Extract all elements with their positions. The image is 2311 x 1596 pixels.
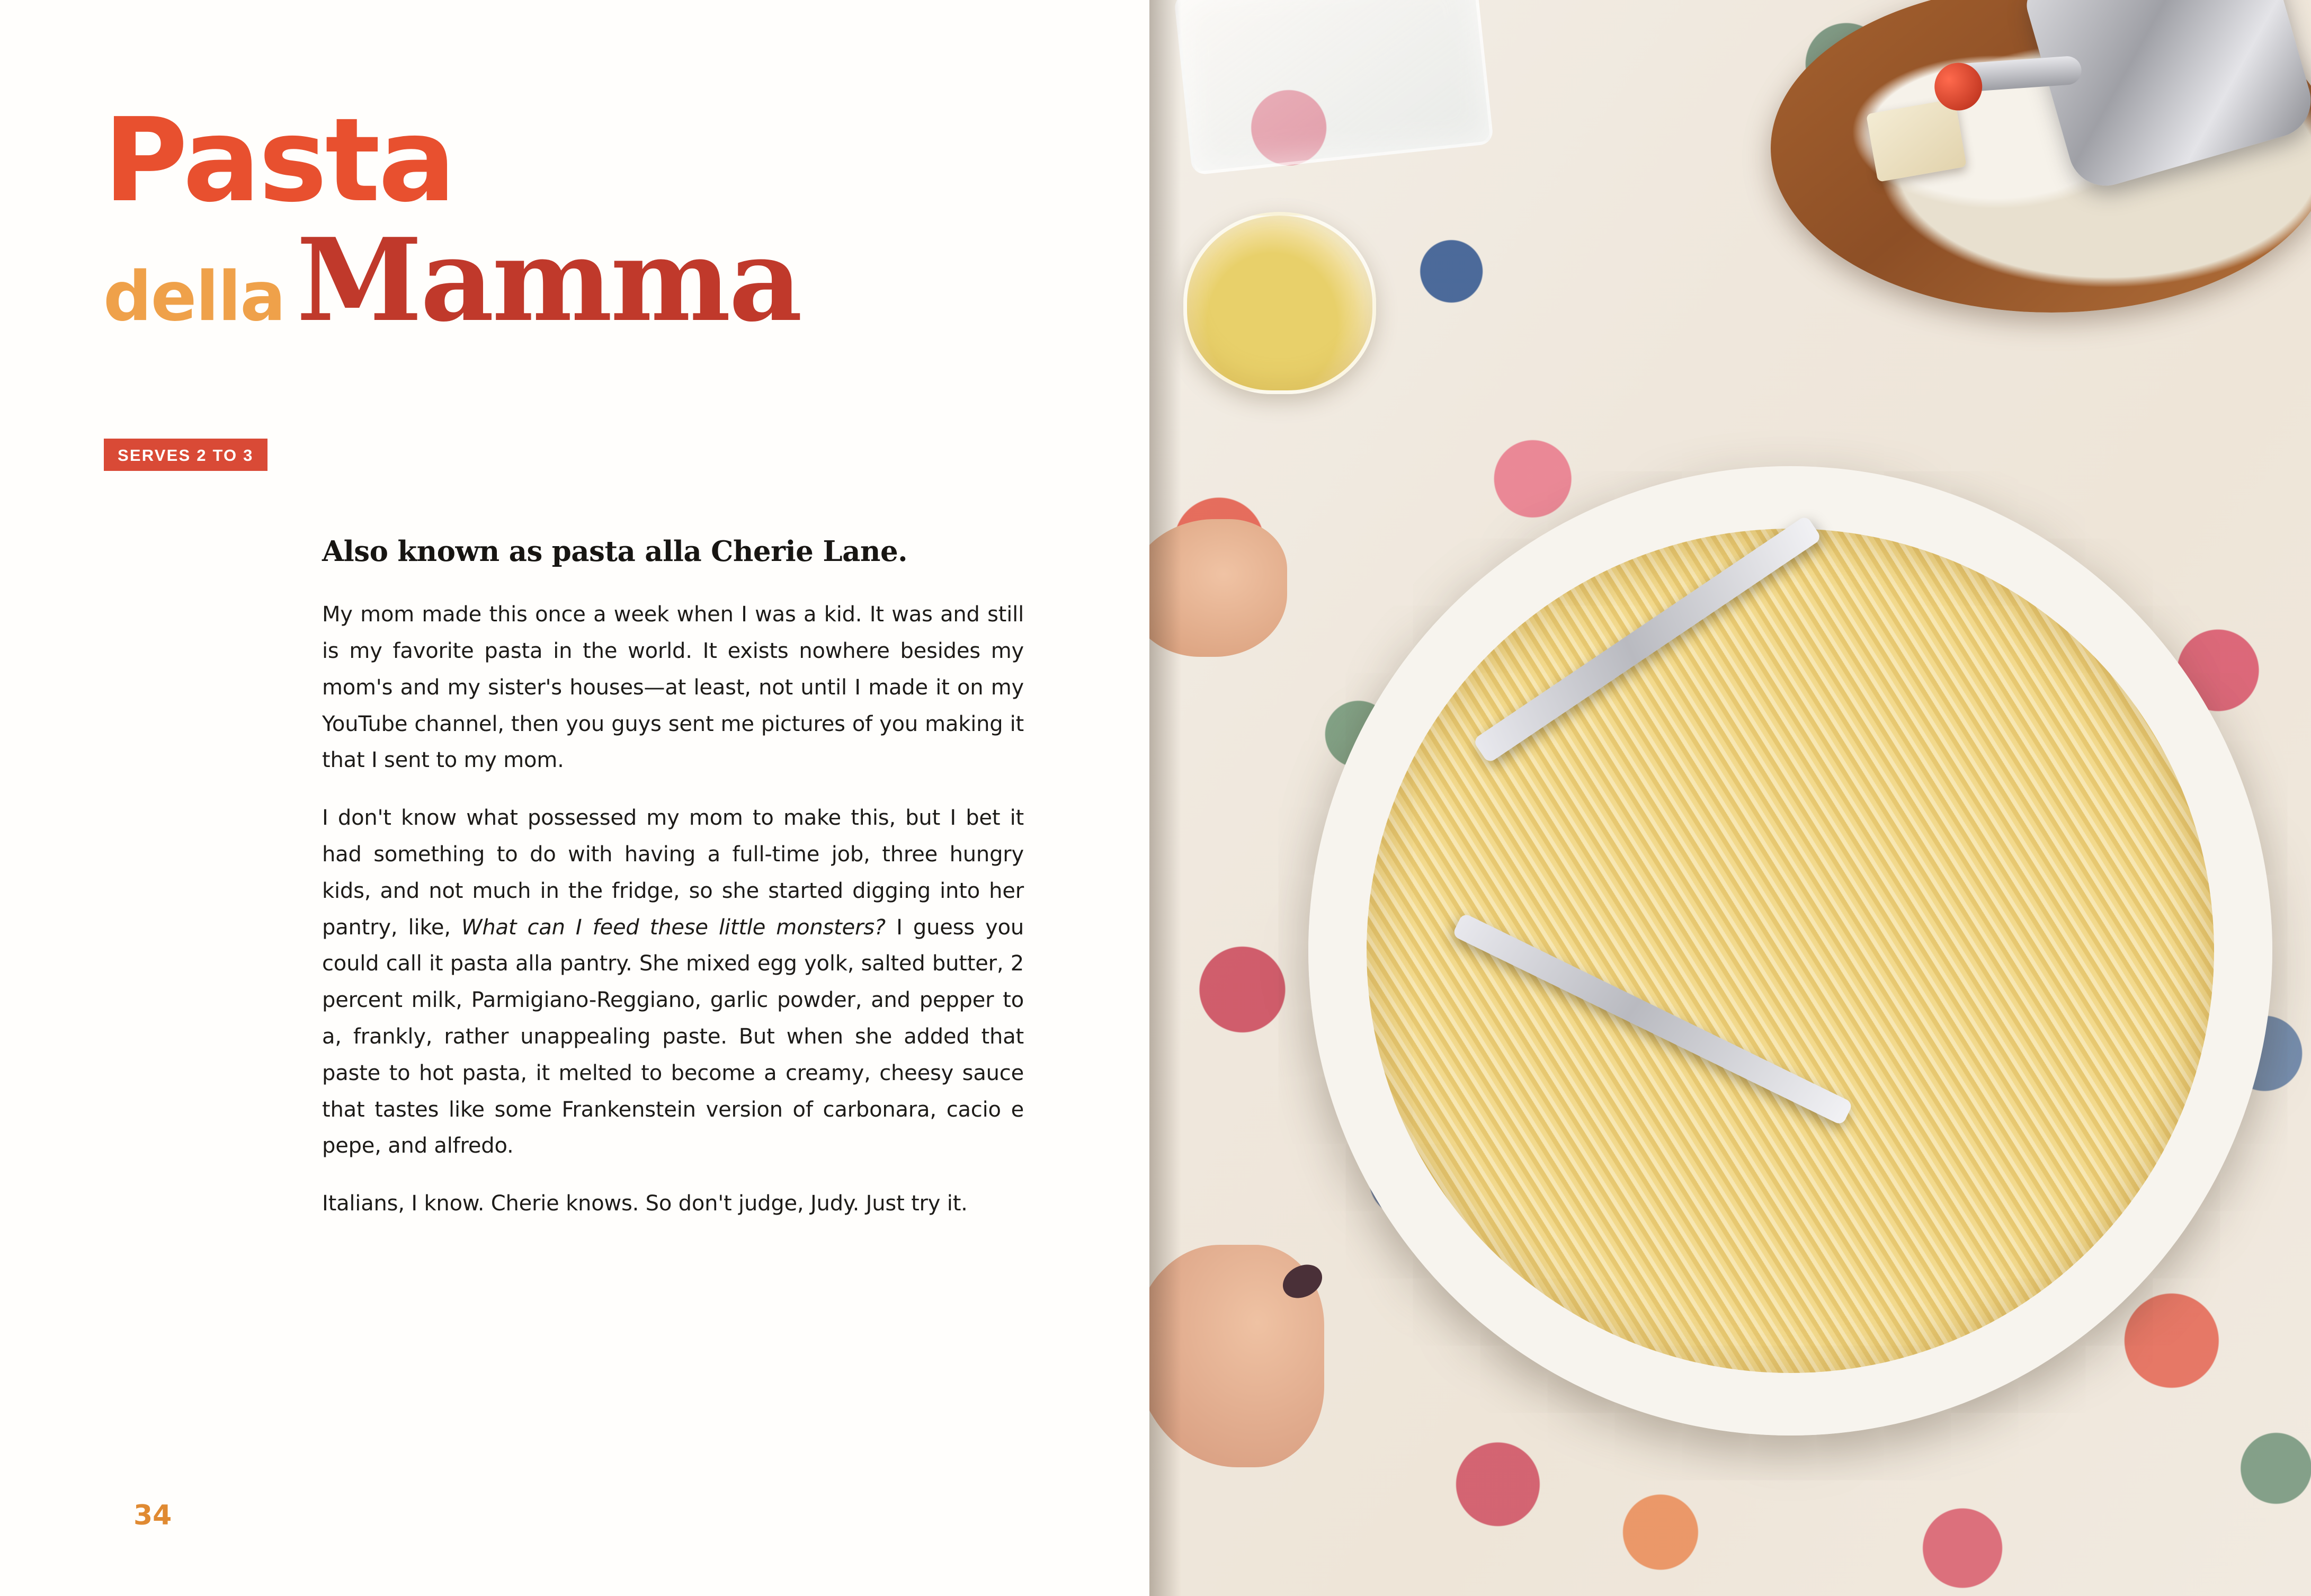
recipe-headnote (322, 534, 1024, 1222)
recipe-text-page (0, 0, 1149, 1596)
serves-badge: SERVES 2 TO 3 (104, 439, 267, 471)
recipe-photo (1149, 0, 2311, 1596)
wine-glass (1183, 212, 1376, 394)
headnote-paragraph-2-a: I don't know what possessed my mom to make this, but I bet it had something to do with having a full-time job, three hungry kids, and not much in the fridge, so she started digging into her pantry, like, (322, 806, 1024, 940)
headnote-paragraph-2-b: I guess you could call it pasta alla pantry. She mixed egg yolk, salted butter, 2 percent milk, Parmigiano-Reggiano, garlic powder, and pepper to a, frankly, rather unappealing paste. But when she added that paste to hot pasta, it melted to become a creamy, cheesy sauce that tastes like some Frankenstein version of carbonara, cacio e pepe, and alfredo. (322, 915, 1024, 1158)
headnote-paragraph-2 (322, 800, 1024, 1164)
headnote-lede: Also known as pasta alla Cherie Lane. (322, 535, 908, 568)
page-number: 34 (133, 1500, 172, 1531)
headnote-paragraph-1: My mom made this once a week when I was a kid. It was and still is my favorite pasta in the world. It exists nowhere besides my mom's and my sister's houses—at least, not until I made it on my YouTube channel, then you guys sent me pictures of you making it that I sent to my mom. (322, 602, 1024, 773)
tablecloth-background (1149, 0, 2311, 1596)
water-carafe (1174, 0, 1494, 175)
title-word-pasta: Pasta (103, 94, 454, 228)
page-title (103, 94, 1057, 347)
title-word-della: della (103, 257, 285, 336)
title-word-mamma: Mamma (296, 213, 801, 347)
parmesan-block (1866, 99, 1967, 182)
hand-top (1149, 519, 1287, 657)
headnote-paragraph-3: Italians, I know. Cherie knows. So don't judge, Judy. Just try it. (322, 1191, 968, 1216)
pasta-bowl (1308, 466, 2272, 1435)
title-second-line (103, 213, 1057, 347)
headnote-paragraph-2-italic: What can I feed these little monsters? (461, 915, 886, 940)
